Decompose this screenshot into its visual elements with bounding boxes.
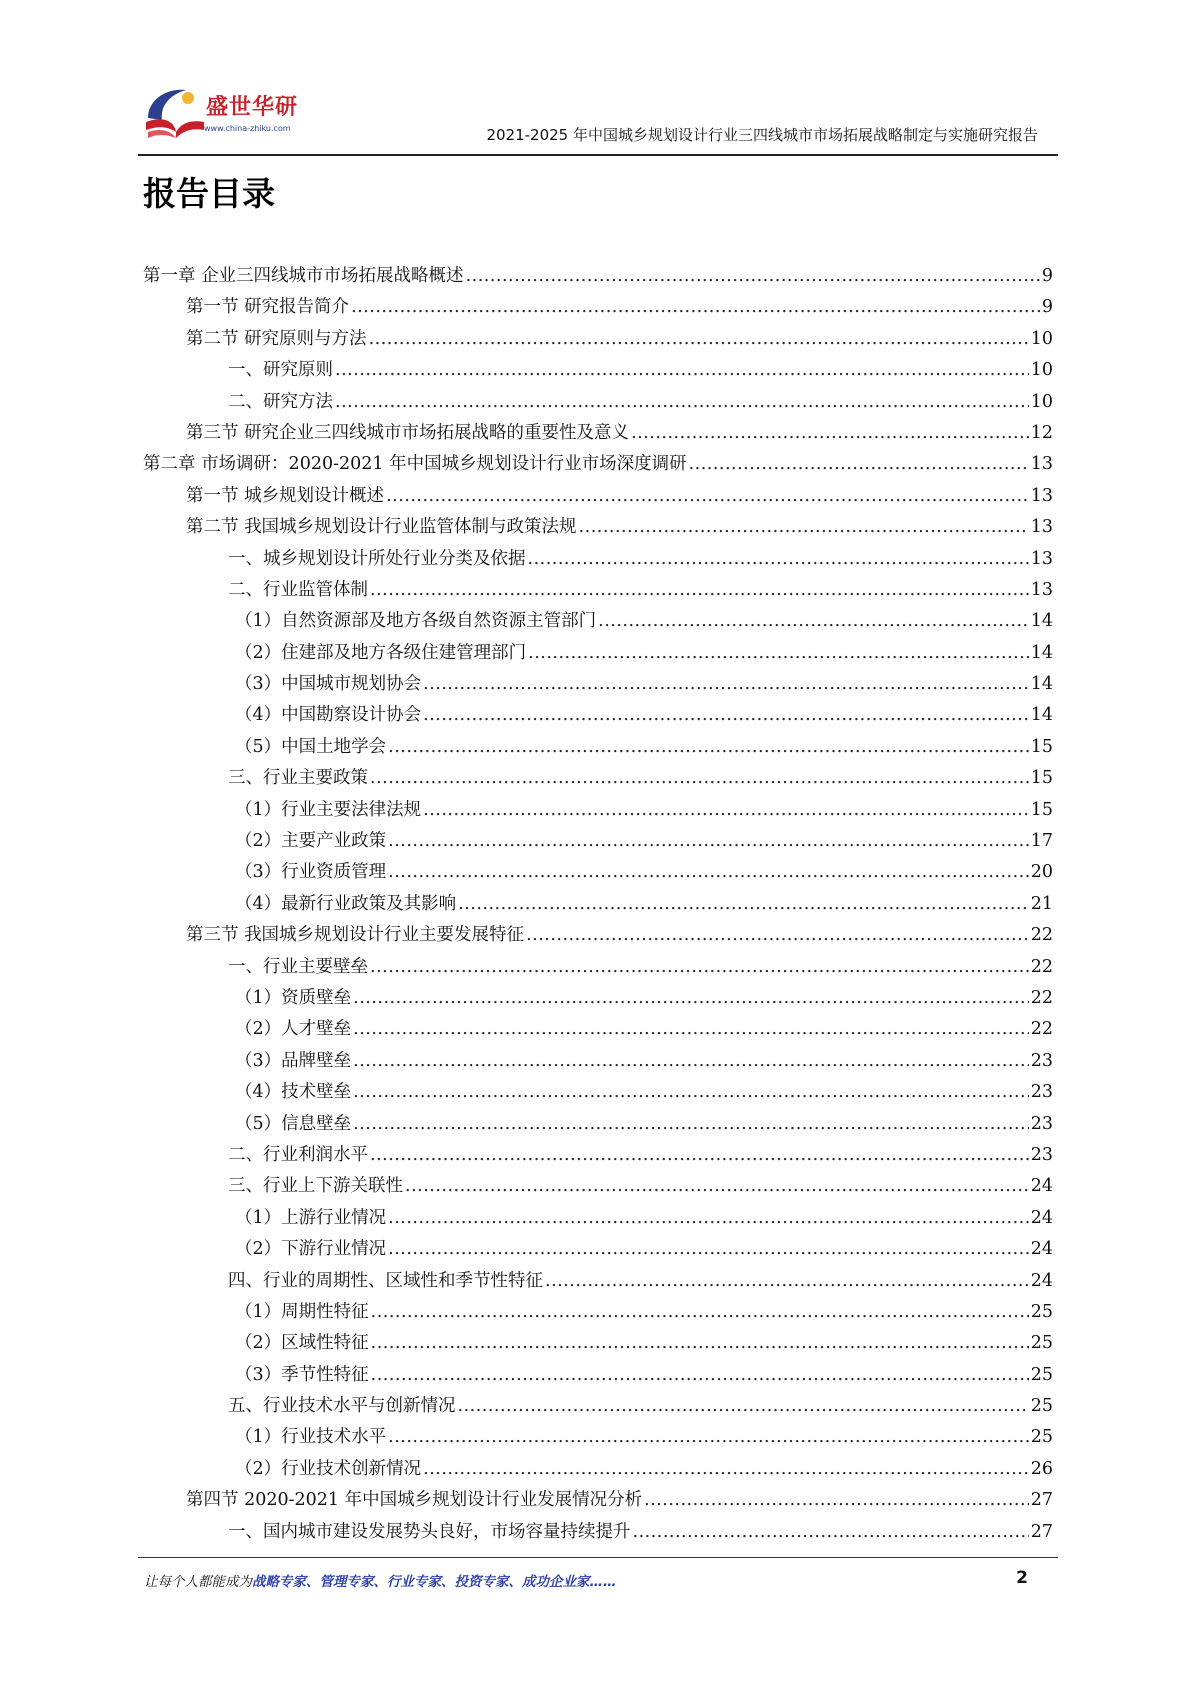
toc-entry-text: 一、国内城市建设发展势头良好，市场容量持续提升 bbox=[228, 1521, 631, 1542]
toc-entry[interactable] bbox=[143, 1329, 1053, 1360]
toc-entry[interactable] bbox=[143, 1172, 1053, 1203]
toc-entry[interactable] bbox=[143, 670, 1053, 701]
book-swoosh-logo-icon bbox=[142, 82, 206, 142]
toc-dot-leader bbox=[388, 831, 1029, 851]
toc-entry[interactable] bbox=[143, 1423, 1053, 1454]
toc-entry[interactable] bbox=[143, 1141, 1053, 1172]
toc-dot-leader bbox=[644, 1490, 1029, 1510]
toc-entry-text: 第二节 研究原则与方法 bbox=[186, 328, 367, 349]
toc-dot-leader bbox=[353, 1082, 1029, 1102]
toc-dot-leader bbox=[388, 862, 1029, 882]
toc-entry-text: （3）行业资质管理 bbox=[235, 862, 387, 883]
toc-dot-leader bbox=[353, 988, 1029, 1008]
toc-entry[interactable] bbox=[143, 293, 1053, 324]
toc-entry-text: 三、行业上下游关联性 bbox=[228, 1176, 403, 1197]
toc-entry[interactable] bbox=[143, 388, 1053, 419]
toc-dot-leader bbox=[423, 800, 1029, 820]
toc-dot-leader bbox=[405, 1176, 1029, 1196]
toc-dot-leader bbox=[353, 1114, 1029, 1134]
toc-dot-leader bbox=[528, 643, 1029, 663]
toc-entry-text: （3）季节性特征 bbox=[235, 1364, 369, 1385]
toc-page-number: 25 bbox=[1030, 1364, 1053, 1385]
toc-entry-text: （3）品牌壁垒 bbox=[235, 1050, 352, 1071]
toc-entry-text: 一、城乡规划设计所处行业分类及依据 bbox=[228, 548, 526, 569]
toc-entry[interactable] bbox=[143, 639, 1053, 670]
page-footer bbox=[138, 1557, 1058, 1590]
toc-dot-leader bbox=[353, 1051, 1029, 1071]
toc-page-number: 14 bbox=[1030, 674, 1053, 695]
toc-entry-text: （1）上游行业情况 bbox=[235, 1207, 387, 1228]
toc-dot-leader bbox=[528, 549, 1029, 569]
toc-entry[interactable] bbox=[143, 1204, 1053, 1235]
toc-entry-text: 二、行业监管体制 bbox=[228, 579, 368, 600]
toc-page-number: 14 bbox=[1030, 705, 1053, 726]
toc-dot-leader bbox=[689, 454, 1029, 474]
toc-entry[interactable] bbox=[143, 921, 1053, 952]
toc-dot-leader bbox=[335, 360, 1029, 380]
toc-dot-leader bbox=[370, 1145, 1029, 1165]
toc-dot-leader bbox=[458, 894, 1029, 914]
toc-dot-leader bbox=[388, 1427, 1029, 1447]
toc-entry[interactable] bbox=[143, 1392, 1053, 1423]
toc-page-number: 24 bbox=[1030, 1270, 1053, 1291]
toc-page-number: 21 bbox=[1030, 893, 1053, 914]
toc-entry-text: 五、行业技术水平与创新情况 bbox=[228, 1396, 456, 1417]
toc-page-number: 13 bbox=[1030, 548, 1053, 569]
toc-page-number: 23 bbox=[1030, 1113, 1053, 1134]
toc-page-number: 13 bbox=[1030, 579, 1053, 600]
toc-entry-text: 第四节 2020-2021 年中国城乡规划设计行业发展情况分析 bbox=[186, 1490, 643, 1511]
page-title: 报告目录 bbox=[143, 174, 275, 213]
toc-dot-leader bbox=[388, 737, 1029, 757]
report-title: 2021-2025 年中国城乡规划设计行业三四线城市市场拓展战略制定与实施研究报告 bbox=[486, 126, 1038, 144]
toc-dot-leader bbox=[369, 329, 1029, 349]
toc-page-number: 20 bbox=[1030, 862, 1053, 883]
toc-entry[interactable] bbox=[143, 325, 1053, 356]
toc-page-number: 17 bbox=[1030, 831, 1053, 852]
toc-entry-text: （1）自然资源部及地方各级自然资源主管部门 bbox=[235, 611, 597, 632]
toc-entry-text: （5）中国土地学会 bbox=[235, 736, 387, 757]
toc-entry[interactable] bbox=[143, 764, 1053, 795]
toc-entry-text: （2）区域性特征 bbox=[235, 1333, 369, 1354]
toc-entry[interactable] bbox=[143, 1110, 1053, 1141]
table-of-contents bbox=[143, 262, 1053, 1549]
toc-page-number: 24 bbox=[1030, 1239, 1053, 1260]
toc-dot-leader bbox=[353, 1019, 1029, 1039]
toc-dot-leader bbox=[370, 957, 1029, 977]
toc-entry-text: 二、行业利润水平 bbox=[228, 1144, 368, 1165]
toc-entry[interactable] bbox=[143, 733, 1053, 764]
toc-dot-leader bbox=[386, 486, 1029, 506]
toc-entry[interactable] bbox=[143, 356, 1053, 387]
page-number: 2 bbox=[1016, 1568, 1028, 1588]
toc-entry-text: （1）行业主要法律法规 bbox=[235, 799, 422, 820]
toc-page-number: 15 bbox=[1030, 736, 1053, 757]
toc-dot-leader bbox=[335, 392, 1029, 412]
toc-dot-leader bbox=[598, 611, 1029, 631]
toc-page-number: 23 bbox=[1030, 1082, 1053, 1103]
toc-page-number: 15 bbox=[1030, 799, 1053, 820]
toc-entry-text: （1）资质壁垒 bbox=[235, 987, 352, 1008]
toc-page-number: 25 bbox=[1030, 1333, 1053, 1354]
toc-entry-text: （1）行业技术水平 bbox=[235, 1427, 387, 1448]
toc-dot-leader bbox=[388, 1239, 1029, 1259]
toc-entry-text: （2）住建部及地方各级住建管理部门 bbox=[235, 642, 527, 663]
toc-page-number: 24 bbox=[1030, 1207, 1053, 1228]
toc-page-number: 25 bbox=[1030, 1396, 1053, 1417]
toc-dot-leader bbox=[545, 1271, 1029, 1291]
toc-entry-text: 第一章 企业三四线城市市场拓展战略概述 bbox=[143, 266, 464, 286]
toc-entry-text: （4）技术壁垒 bbox=[235, 1082, 352, 1103]
toc-page-number: 10 bbox=[1030, 328, 1053, 349]
toc-entry[interactable] bbox=[143, 796, 1053, 827]
page-header bbox=[138, 78, 1058, 156]
toc-page-number: 25 bbox=[1030, 1427, 1053, 1448]
toc-entry[interactable] bbox=[143, 482, 1053, 513]
toc-page-number: 9 bbox=[1041, 266, 1053, 286]
toc-page-number: 24 bbox=[1030, 1176, 1053, 1197]
toc-entry[interactable] bbox=[143, 1047, 1053, 1078]
toc-entry-text: 第三节 研究企业三四线城市市场拓展战略的重要性及意义 bbox=[186, 422, 630, 443]
toc-entry-text: （3）中国城市规划协会 bbox=[235, 674, 422, 695]
toc-page-number: 26 bbox=[1030, 1458, 1053, 1479]
toc-entry-text: 四、行业的周期性、区域性和季节性特征 bbox=[228, 1270, 543, 1291]
toc-entry[interactable] bbox=[143, 1015, 1053, 1046]
toc-dot-leader bbox=[423, 1459, 1029, 1479]
slogan-emphasis: 战略专家、管理专家、行业专家、投资专家、成功企业家…… bbox=[252, 1574, 617, 1590]
toc-entry[interactable] bbox=[143, 513, 1053, 544]
toc-page-number: 23 bbox=[1030, 1050, 1053, 1071]
toc-page-number: 12 bbox=[1030, 422, 1053, 443]
toc-entry[interactable] bbox=[143, 1455, 1053, 1486]
toc-entry[interactable] bbox=[143, 1267, 1053, 1298]
toc-page-number: 10 bbox=[1030, 360, 1053, 381]
toc-page-number: 13 bbox=[1030, 517, 1053, 538]
toc-entry-text: （2）人才壁垒 bbox=[235, 1019, 352, 1040]
toc-dot-leader bbox=[579, 517, 1029, 537]
toc-entry[interactable] bbox=[143, 953, 1053, 984]
toc-dot-leader bbox=[351, 297, 1040, 317]
toc-dot-leader bbox=[370, 768, 1029, 788]
toc-entry-text: 一、行业主要壁垒 bbox=[228, 956, 368, 977]
logo-url: www.china-zhiku.com bbox=[204, 124, 291, 133]
toc-page-number: 22 bbox=[1030, 956, 1053, 977]
toc-entry-text: 第二节 我国城乡规划设计行业监管体制与政策法规 bbox=[186, 517, 577, 538]
toc-entry[interactable] bbox=[143, 1486, 1053, 1517]
toc-dot-leader bbox=[423, 674, 1029, 694]
toc-dot-leader bbox=[371, 1333, 1029, 1353]
toc-page-number: 13 bbox=[1030, 485, 1053, 506]
toc-page-number: 27 bbox=[1030, 1521, 1053, 1542]
toc-page-number: 14 bbox=[1030, 611, 1053, 632]
toc-page-number: 15 bbox=[1030, 768, 1053, 789]
toc-entry[interactable] bbox=[143, 450, 1053, 481]
toc-dot-leader bbox=[371, 1365, 1029, 1385]
toc-page-number: 22 bbox=[1030, 987, 1053, 1008]
toc-entry[interactable] bbox=[143, 262, 1053, 293]
toc-entry-text: 三、行业主要政策 bbox=[228, 768, 368, 789]
toc-page-number: 22 bbox=[1030, 925, 1053, 946]
toc-dot-leader bbox=[388, 1208, 1029, 1228]
toc-entry-text: 二、研究方法 bbox=[228, 391, 333, 412]
toc-entry[interactable] bbox=[143, 1361, 1053, 1392]
toc-page-number: 22 bbox=[1030, 1019, 1053, 1040]
slogan-prefix: 让每个人都能成为 bbox=[144, 1574, 252, 1590]
toc-entry[interactable] bbox=[143, 1298, 1053, 1329]
toc-entry-text: 第三节 我国城乡规划设计行业主要发展特征 bbox=[186, 925, 525, 946]
footer-slogan bbox=[144, 1570, 617, 1590]
toc-entry-text: 一、研究原则 bbox=[228, 360, 333, 381]
toc-dot-leader bbox=[631, 423, 1029, 443]
toc-entry[interactable] bbox=[143, 419, 1053, 450]
toc-entry-text: （2）下游行业情况 bbox=[235, 1239, 387, 1260]
toc-page-number: 27 bbox=[1030, 1490, 1053, 1511]
company-logo bbox=[142, 82, 312, 144]
toc-entry-text: （2）主要产业政策 bbox=[235, 831, 387, 852]
toc-entry-text: 第一节 城乡规划设计概述 bbox=[186, 485, 385, 506]
toc-dot-leader bbox=[466, 266, 1040, 286]
toc-entry[interactable] bbox=[143, 984, 1053, 1015]
toc-entry-text: 第一节 研究报告简介 bbox=[186, 297, 350, 318]
toc-dot-leader bbox=[423, 705, 1029, 725]
toc-dot-leader bbox=[371, 1302, 1029, 1322]
toc-page-number: 9 bbox=[1041, 297, 1053, 318]
toc-entry[interactable] bbox=[143, 576, 1053, 607]
logo-name: 盛世华研 bbox=[206, 95, 299, 120]
toc-entry[interactable] bbox=[143, 827, 1053, 858]
toc-page-number: 25 bbox=[1030, 1301, 1053, 1322]
toc-entry-text: （4）最新行业政策及其影响 bbox=[235, 893, 457, 914]
toc-entry[interactable] bbox=[143, 1235, 1053, 1266]
toc-entry[interactable] bbox=[143, 1078, 1053, 1109]
toc-entry-text: （1）周期性特征 bbox=[235, 1301, 369, 1322]
toc-entry[interactable] bbox=[143, 701, 1053, 732]
toc-dot-leader bbox=[458, 1396, 1029, 1416]
toc-entry-text: 第二章 市场调研：2020-2021 年中国城乡规划设计行业市场深度调研 bbox=[143, 454, 687, 475]
toc-entry[interactable] bbox=[143, 858, 1053, 889]
toc-entry-text: （4）中国勘察设计协会 bbox=[235, 705, 422, 726]
toc-entry[interactable] bbox=[143, 607, 1053, 638]
toc-page-number: 23 bbox=[1030, 1144, 1053, 1165]
toc-page-number: 10 bbox=[1030, 391, 1053, 412]
toc-dot-leader bbox=[526, 925, 1029, 945]
toc-page-number: 14 bbox=[1030, 642, 1053, 663]
toc-entry[interactable] bbox=[143, 545, 1053, 576]
toc-entry[interactable] bbox=[143, 1518, 1053, 1549]
toc-entry-text: （5）信息壁垒 bbox=[235, 1113, 352, 1134]
toc-dot-leader bbox=[370, 580, 1029, 600]
toc-page-number: 13 bbox=[1030, 454, 1053, 475]
toc-dot-leader bbox=[633, 1522, 1029, 1542]
toc-entry[interactable] bbox=[143, 890, 1053, 921]
toc-entry-text: （2）行业技术创新情况 bbox=[235, 1458, 422, 1479]
